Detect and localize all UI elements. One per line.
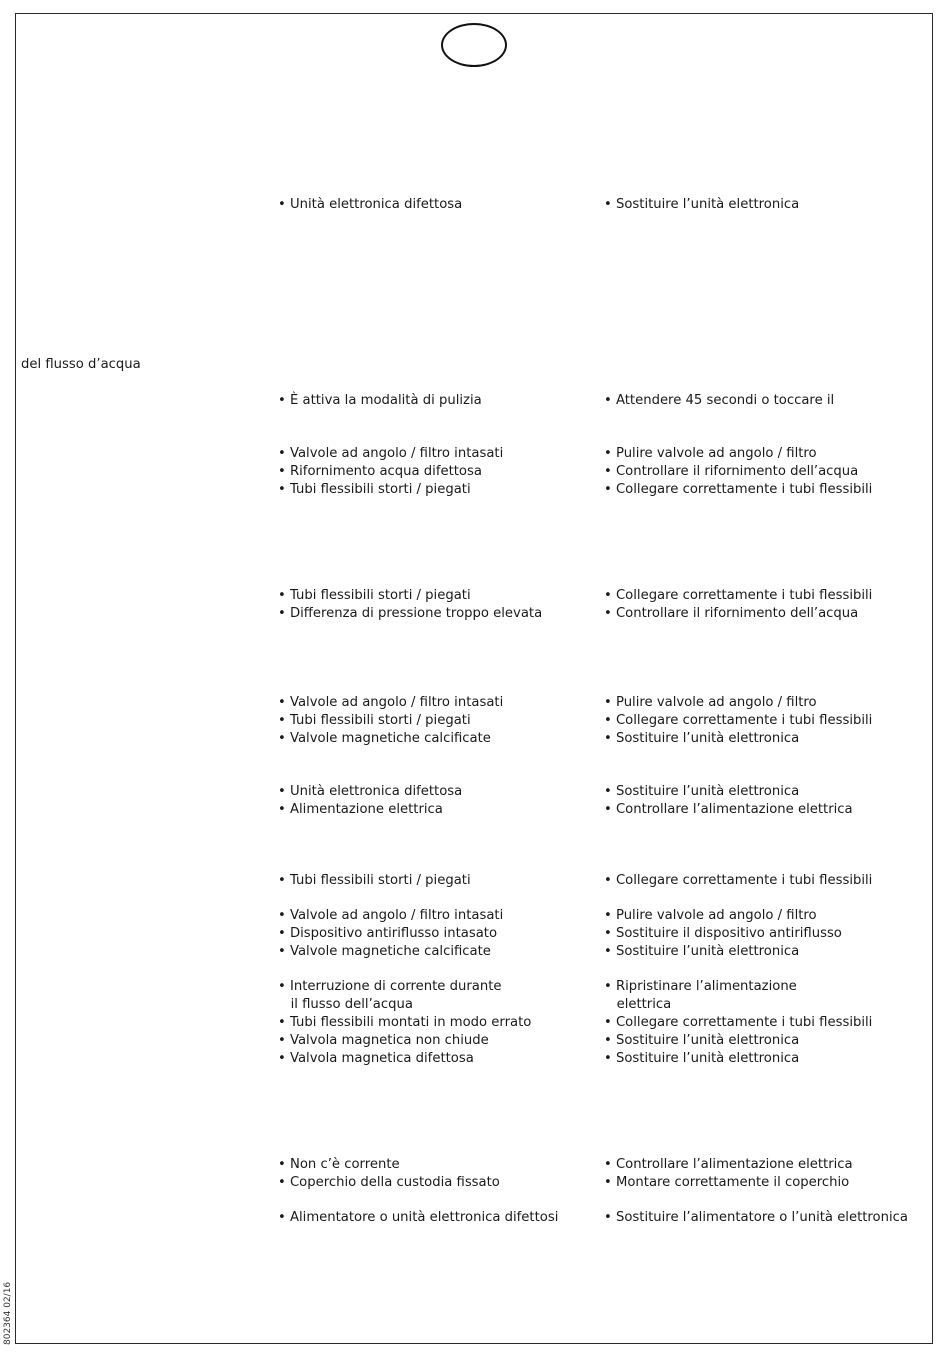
- cause-item: • Valvola magnetica difettosa: [278, 1051, 474, 1066]
- cause-item: • Alimentatore o unità elettronica difettosi: [278, 1210, 559, 1225]
- remedy-list: [604, 978, 872, 1068]
- cause-list: [278, 445, 503, 499]
- cause-item: • Interruzione di corrente durante: [278, 979, 502, 994]
- remedy-list: [604, 907, 842, 961]
- remedy-list: [604, 783, 853, 819]
- cause-item: • Tubi flessibili storti / piegati: [278, 482, 471, 497]
- cause-item: • Rifornimento acqua difettosa: [278, 464, 482, 479]
- remedy-item: • Sostituire l’unità elettronica: [604, 944, 800, 959]
- cause-item: • Valvola magnetica non chiude: [278, 1033, 489, 1048]
- cause-list: [278, 907, 503, 961]
- remedy-item: • Collegare correttamente i tubi flessibili: [604, 1015, 873, 1030]
- remedy-item: • Sostituire il dispositivo antiriflusso: [604, 926, 842, 941]
- side-label: del flusso d’acqua: [21, 357, 141, 372]
- remedy-item: • Collegare correttamente i tubi flessibili: [604, 588, 873, 603]
- cause-item: • Valvole ad angolo / filtro intasati: [278, 446, 504, 461]
- cause-list: [278, 392, 482, 410]
- remedy-item: • Sostituire l’unità elettronica: [604, 1051, 800, 1066]
- remedy-list: [604, 872, 872, 890]
- document-code: 802364 02/16: [3, 1281, 13, 1345]
- cause-item: • Tubi flessibili storti / piegati: [278, 713, 471, 728]
- cause-item: • Coperchio della custodia fissato: [278, 1175, 500, 1190]
- cause-item: • Tubi flessibili montati in modo errato: [278, 1015, 532, 1030]
- remedy-item: • Controllare l’alimentazione elettrica: [604, 802, 853, 817]
- remedy-item: • Sostituire l’alimentatore o l’unità elettronica: [604, 1210, 908, 1225]
- cause-item: il flusso dell’acqua: [278, 997, 413, 1012]
- cause-item: • Dispositivo antiriflusso intasato: [278, 926, 498, 941]
- cause-item: • Valvole magnetiche calcificate: [278, 944, 491, 959]
- remedy-list: [604, 196, 799, 214]
- page-number-oval: [441, 23, 507, 67]
- remedy-list: [604, 1156, 853, 1192]
- remedy-item: • Collegare correttamente i tubi flessibili: [604, 713, 873, 728]
- remedy-item: • Controllare l’alimentazione elettrica: [604, 1157, 853, 1172]
- cause-list: [278, 587, 542, 623]
- remedy-item: • Sostituire l’unità elettronica: [604, 197, 800, 212]
- remedy-list: [604, 445, 872, 499]
- cause-list: [278, 196, 462, 214]
- remedy-item: • Pulire valvole ad angolo / filtro: [604, 446, 817, 461]
- cause-item: • Valvole ad angolo / filtro intasati: [278, 695, 504, 710]
- cause-item: • Non c’è corrente: [278, 1157, 400, 1172]
- cause-item: • Tubi flessibili storti / piegati: [278, 873, 471, 888]
- cause-list: [278, 783, 462, 819]
- remedy-item: • Sostituire l’unità elettronica: [604, 1033, 800, 1048]
- remedy-item: • Collegare correttamente i tubi flessibili: [604, 873, 873, 888]
- cause-list: [278, 694, 503, 748]
- cause-item: • È attiva la modalità di pulizia: [278, 393, 482, 408]
- remedy-list: [604, 587, 872, 623]
- remedy-list: [604, 1209, 908, 1227]
- remedy-item: • Controllare il rifornimento dell’acqua: [604, 606, 859, 621]
- cause-list: [278, 1209, 558, 1227]
- remedy-list: [604, 694, 872, 748]
- cause-item: • Unità elettronica difettosa: [278, 784, 463, 799]
- cause-list: [278, 978, 531, 1068]
- remedy-item: • Ripristinare l’alimentazione: [604, 979, 797, 994]
- remedy-item: • Sostituire l’unità elettronica: [604, 784, 800, 799]
- remedy-item: • Controllare il rifornimento dell’acqua: [604, 464, 859, 479]
- remedy-item: • Collegare correttamente i tubi flessibili: [604, 482, 873, 497]
- remedy-item: • Sostituire l’unità elettronica: [604, 731, 800, 746]
- cause-list: [278, 1156, 500, 1192]
- cause-list: [278, 872, 471, 890]
- cause-item: • Valvole magnetiche calcificate: [278, 731, 491, 746]
- remedy-item: elettrica: [604, 997, 672, 1012]
- remedy-item: • Pulire valvole ad angolo / filtro: [604, 908, 817, 923]
- cause-item: • Alimentazione elettrica: [278, 802, 443, 817]
- remedy-list: [604, 392, 834, 410]
- cause-item: • Tubi flessibili storti / piegati: [278, 588, 471, 603]
- cause-item: • Valvole ad angolo / filtro intasati: [278, 908, 504, 923]
- remedy-item: • Pulire valvole ad angolo / filtro: [604, 695, 817, 710]
- cause-item: • Unità elettronica difettosa: [278, 197, 463, 212]
- remedy-item: • Attendere 45 secondi o toccare il: [604, 393, 835, 408]
- remedy-item: • Montare correttamente il coperchio: [604, 1175, 850, 1190]
- cause-item: • Differenza di pressione troppo elevata: [278, 606, 543, 621]
